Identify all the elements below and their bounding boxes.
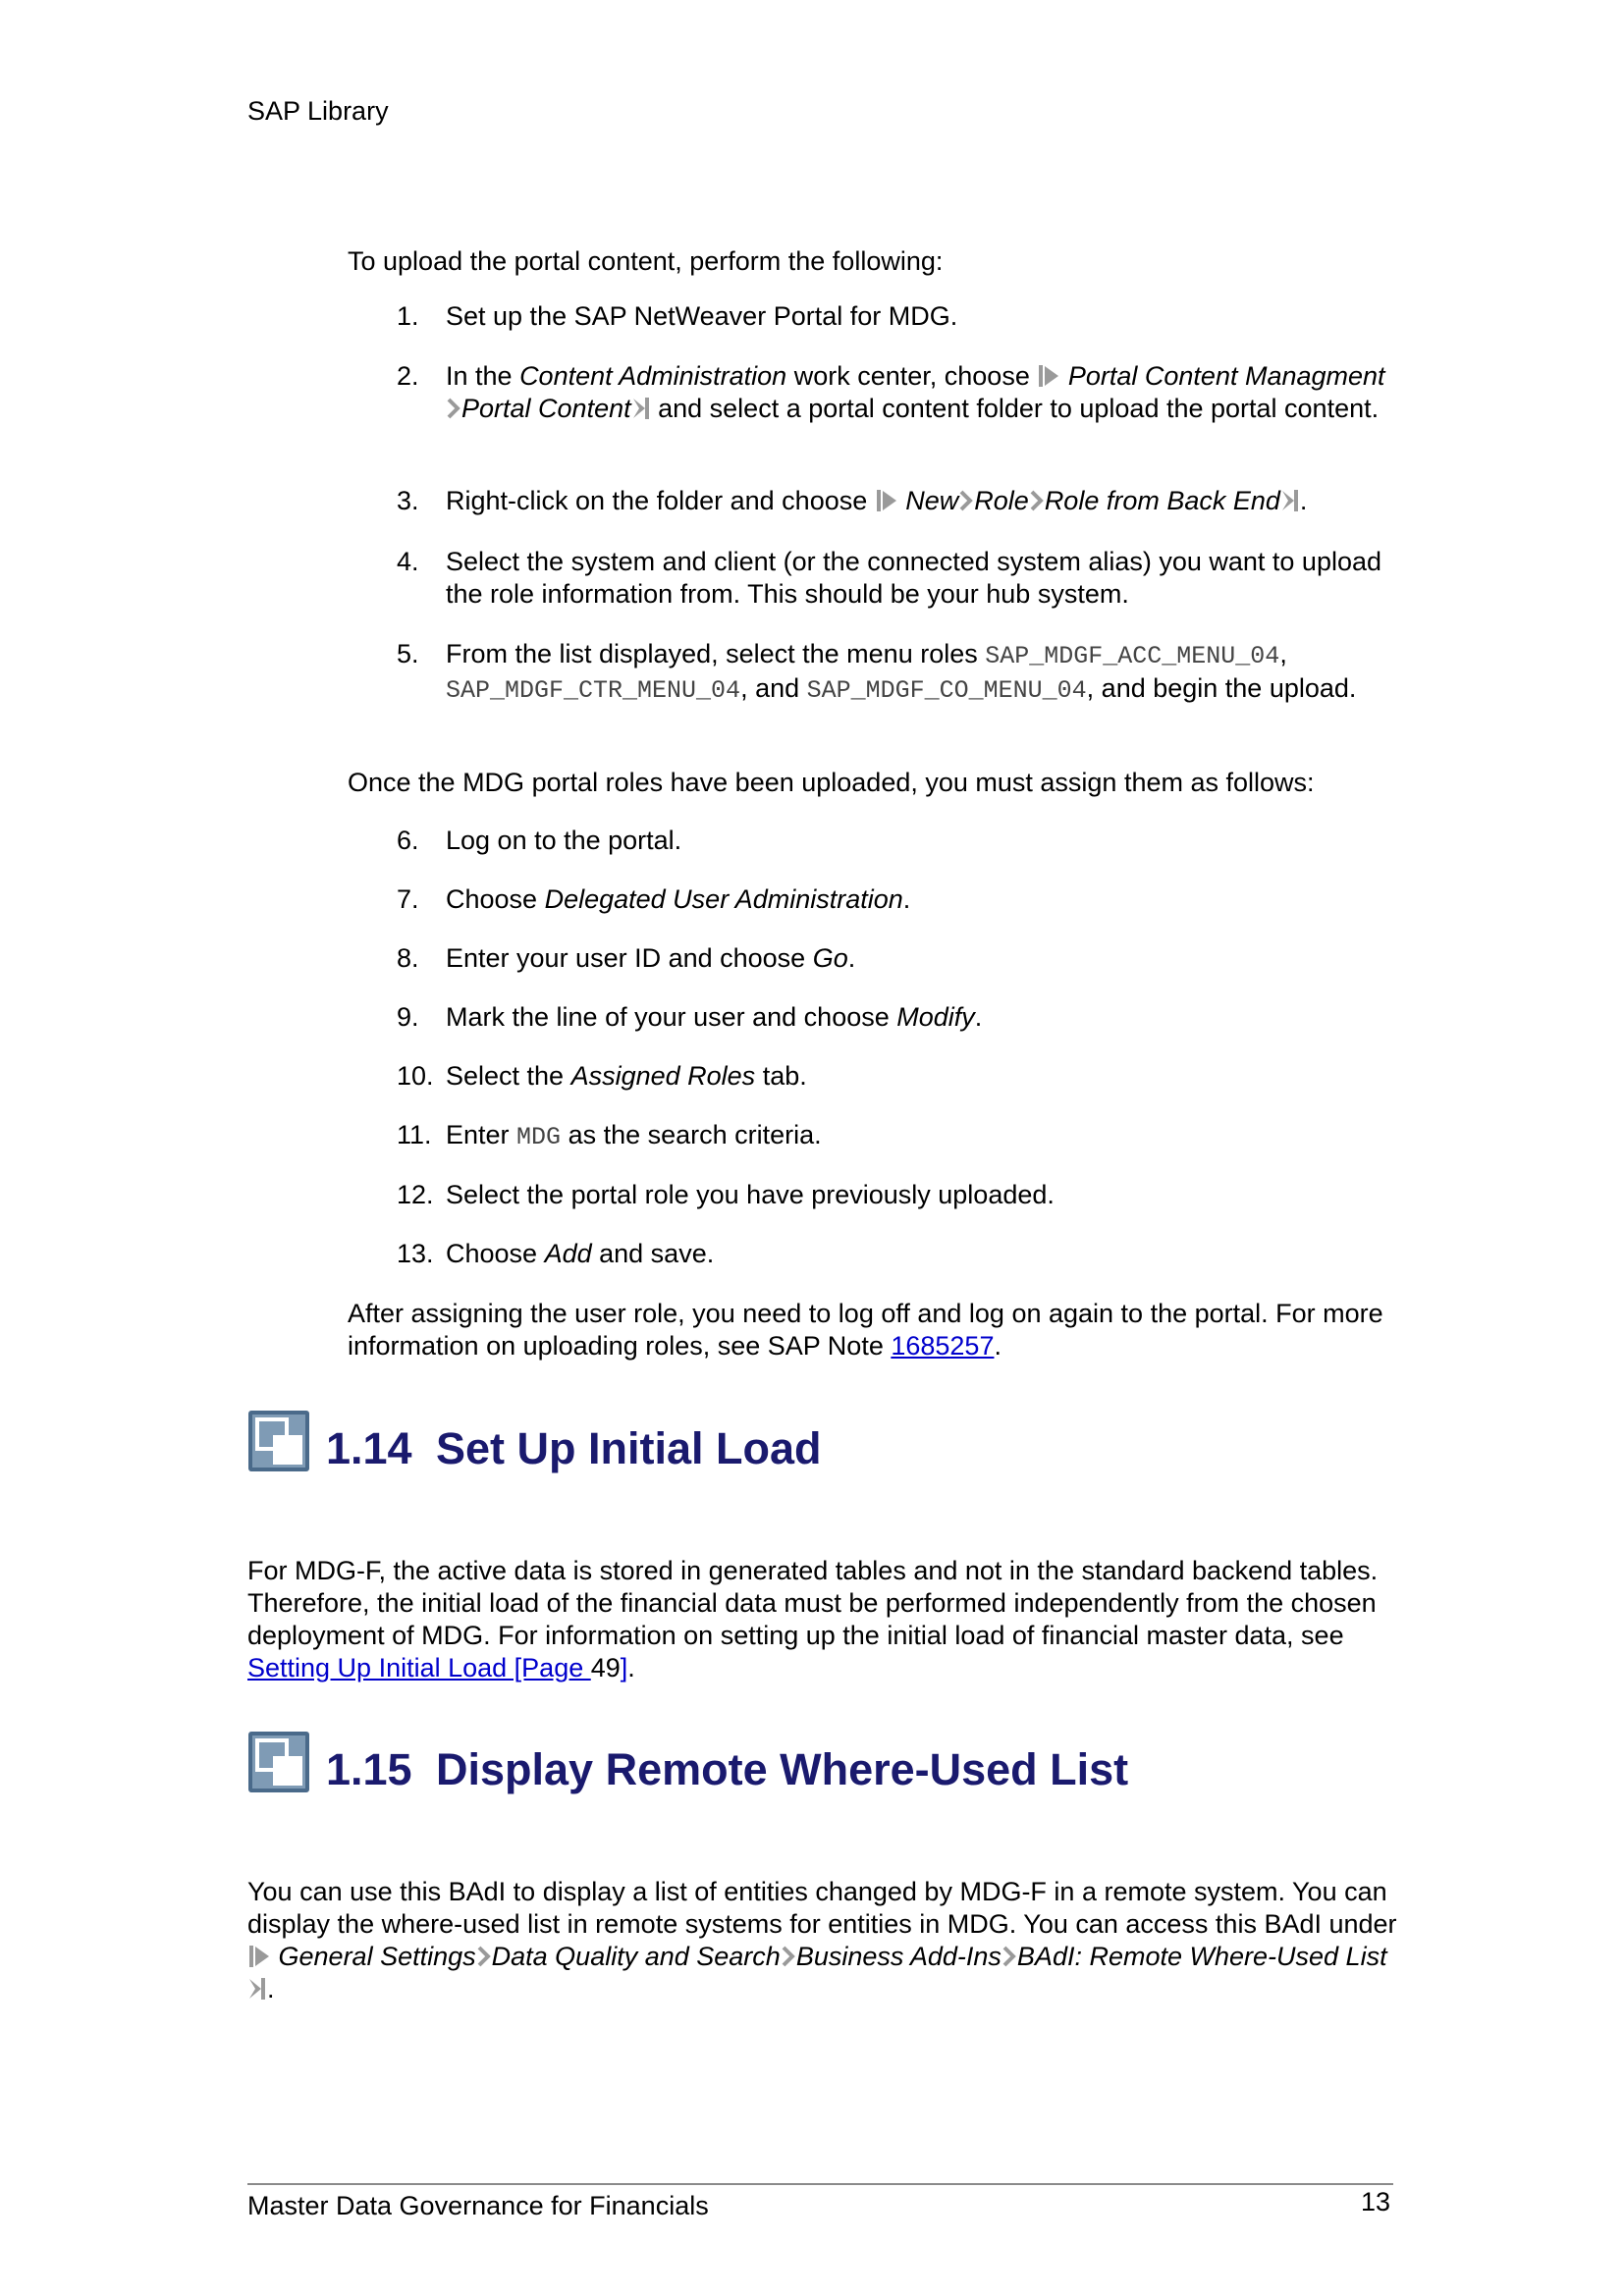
initial-load-link[interactable]: Setting Up Initial Load [Page <box>247 1653 591 1682</box>
step-text: Enter MDG as the search criteria. <box>446 1120 822 1151</box>
role-code: SAP_MDGF_CO_MENU_04 <box>806 676 1087 705</box>
sap-note-link[interactable]: 1685257 <box>891 1331 995 1361</box>
step-number: 13. <box>397 1239 434 1268</box>
step-text: In the Content Administration work center, choose Portal Content ManagmentPortal Content and select a portal content folder to upload the portal content. <box>446 361 1385 423</box>
section-number: 1.15 <box>326 1744 412 1794</box>
path-end-icon <box>247 1977 267 2001</box>
step-text: From the list displayed, select the menu roles SAP_MDGF_ACC_MENU_04, SAP_MDGF_CTR_MENU_04, and SAP_MDGF_CO_MENU_04, and begin the upload. <box>446 639 1357 705</box>
initial-load-paragraph: For MDG-F, the active data is stored in generated tables and not in the standard backend tables. Therefore, the initial load of the financial data must be performed independently from the chosen deployment of MDG. For information on setting up the initial load of financial master data, see Setting Up Initial Load [Page 49]. <box>247 1556 1379 1682</box>
path-start-icon <box>875 489 898 512</box>
path-start-icon <box>247 1945 271 1968</box>
section-topic-icon <box>247 1410 310 1472</box>
path-separator-icon <box>1029 489 1045 512</box>
path-separator-icon <box>958 489 974 512</box>
intro-paragraph: To upload the portal content, perform the following: <box>348 246 944 276</box>
role-code: SAP_MDGF_ACC_MENU_04 <box>985 642 1280 670</box>
footer-title: Master Data Governance for Financials <box>247 2191 709 2220</box>
step-number: 1. <box>397 301 419 331</box>
path-end-icon <box>631 397 651 420</box>
step-number: 3. <box>397 486 419 515</box>
where-used-paragraph: You can use this BAdI to display a list of entities changed by MDG-F in a remote system. You can display the where-used list in remote systems for entities in MDG. You can access this BAdI under General Settings Data Quality and Search Business Add-Ins BAdI: Remote Where-Used List. <box>247 1877 1397 2003</box>
step-text: Mark the line of your user and choose Modify. <box>446 1002 983 1032</box>
search-code: MDG <box>516 1123 562 1151</box>
step-text: Enter your user ID and choose Go. <box>446 943 856 973</box>
step-number: 10. <box>397 1061 434 1091</box>
step-number: 11. <box>397 1120 432 1149</box>
section-title: Set Up Initial Load <box>436 1423 822 1473</box>
step-text: Log on to the portal. <box>446 826 682 855</box>
section-number: 1.14 <box>326 1423 412 1473</box>
step-number: 12. <box>397 1180 434 1209</box>
running-header: SAP Library <box>247 96 389 126</box>
page-number: 13 <box>1361 2187 1391 2216</box>
path-separator-icon <box>781 1945 796 1968</box>
after-paragraph: After assigning the user role, you need to log off and log on again to the portal. For more information on uploading roles, see SAP Note 1685257. <box>348 1299 1383 1361</box>
step-number: 5. <box>397 639 419 668</box>
role-code: SAP_MDGF_CTR_MENU_04 <box>446 676 741 705</box>
step-number: 2. <box>397 361 419 391</box>
step-number: 4. <box>397 547 419 576</box>
section-topic-icon <box>247 1731 310 1793</box>
step-text: Right-click on the folder and choose New Role Role from Back End . <box>446 486 1308 515</box>
step-text: Choose Delegated User Administration. <box>446 884 911 914</box>
step-text: Select the system and client (or the connected system alias) you want to upload the role information from. This should be your hub system. <box>446 547 1382 609</box>
path-end-icon <box>1280 489 1300 512</box>
footer-rule <box>247 2183 1393 2185</box>
section-title: Display Remote Where-Used List <box>436 1744 1129 1794</box>
path-start-icon <box>1037 364 1060 388</box>
path-separator-icon <box>446 397 461 420</box>
step-number: 8. <box>397 943 419 973</box>
step-number: 7. <box>397 884 419 914</box>
path-separator-icon <box>476 1945 492 1968</box>
step-text: Select the portal role you have previously uploaded. <box>446 1180 1055 1209</box>
step-number: 9. <box>397 1002 419 1032</box>
assign-intro-paragraph: Once the MDG portal roles have been uploaded, you must assign them as follows: <box>348 768 1315 797</box>
step-text: Select the Assigned Roles tab. <box>446 1061 807 1091</box>
step-text: Choose Add and save. <box>446 1239 715 1268</box>
step-text: Set up the SAP NetWeaver Portal for MDG. <box>446 301 958 331</box>
path-separator-icon <box>1001 1945 1017 1968</box>
step-number: 6. <box>397 826 419 855</box>
